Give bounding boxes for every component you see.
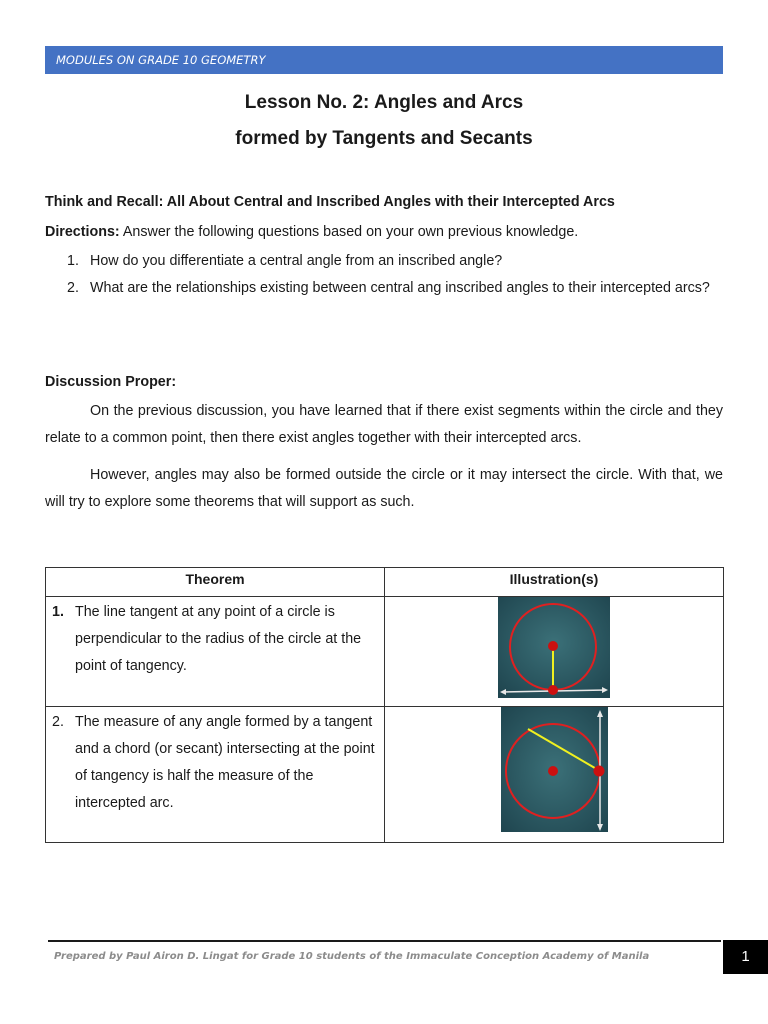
lesson-title: Lesson No. 2: Angles and Arcs — [244, 92, 524, 113]
think-recall-heading: Think and Recall: All About Central and Inscribed Angles with their Intercepted Arcs — [45, 194, 615, 210]
page-number: 1 — [723, 940, 768, 974]
question-number: 1. — [67, 253, 79, 269]
table-header-theorem: Theorem — [46, 568, 385, 597]
illustration-cell — [385, 707, 724, 843]
theorem-number: 2. — [52, 714, 64, 730]
footer-divider — [48, 940, 721, 942]
discussion-paragraph-2: However, angles may also be formed outside the circle or it may intersect the circle. With that, we will try to explore some theorems that will support as such. — [45, 467, 723, 510]
module-header-text: MODULES ON GRADE 10 GEOMETRY — [56, 53, 266, 67]
discussion-paragraph-1: On the previous discussion, you have learned that if there exist segments within the circle and they relate to a common point, then there exist angles together with their intercepted arcs. — [45, 403, 723, 446]
table-row — [46, 707, 724, 843]
theorem-table — [45, 567, 724, 843]
table-header-row — [46, 568, 724, 597]
lesson-subtitle: formed by Tangents and Secants — [235, 128, 533, 149]
question-number: 2. — [67, 280, 79, 296]
directions-label: Directions: — [45, 224, 120, 240]
table-row — [46, 597, 724, 707]
theorem-cell — [46, 707, 385, 843]
tangent-chord-illustration — [501, 707, 608, 832]
table-header-illustrations: Illustration(s) — [385, 568, 724, 597]
discussion-heading: Discussion Proper: — [45, 374, 177, 390]
theorem-text: The line tangent at any point of a circle is perpendicular to the radius of the circle at the point of tangency. — [75, 604, 362, 674]
question-item — [67, 275, 723, 302]
illustration-cell — [385, 597, 724, 707]
directions-text: Answer the following questions based on your own previous knowledge. — [119, 224, 579, 240]
tangent-radius-illustration — [498, 597, 610, 698]
footer-credit: Prepared by Paul Airon D. Lingat for Grade 10 students of the Immaculate Conception Academy of Manila — [54, 951, 650, 962]
theorem-number: 1. — [52, 604, 64, 620]
theorem-cell — [46, 597, 385, 707]
question-item — [67, 248, 723, 275]
question-text: What are the relationships existing between central ang inscribed angles to their intercepted arcs? — [90, 280, 710, 296]
question-text: How do you differentiate a central angle from an inscribed angle? — [90, 253, 503, 269]
theorem-text: The measure of any angle formed by a tangent and a chord (or secant) intersecting at the point of tangency is half the measure of the intercepted arc. — [75, 714, 375, 811]
module-header-bar — [45, 46, 723, 74]
directions-paragraph — [45, 219, 723, 246]
